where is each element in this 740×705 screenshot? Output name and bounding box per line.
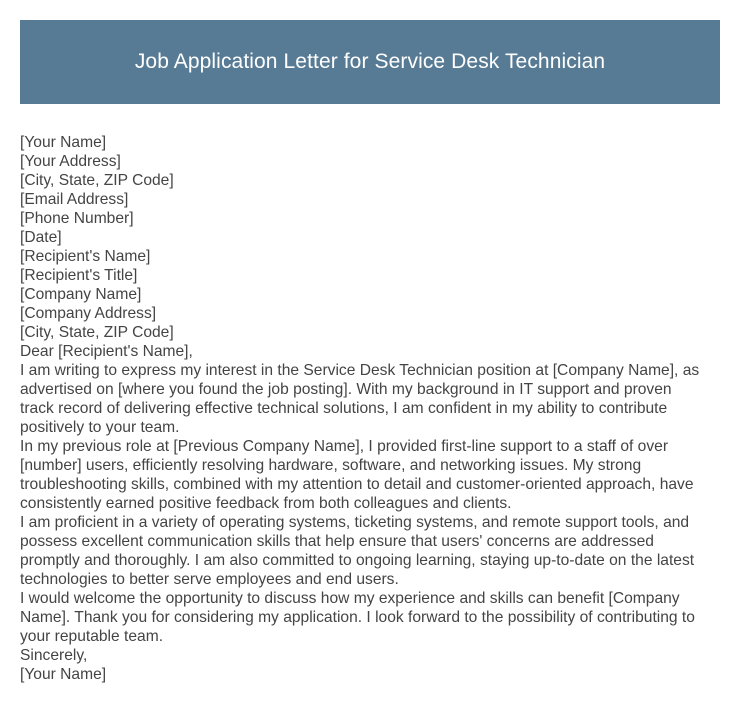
sender-name: [Your Name] <box>20 134 107 151</box>
recipient-name: [Recipient's Name] <box>20 248 151 265</box>
salutation: Dear [Recipient's Name], <box>20 343 193 360</box>
paragraph-line: I would welcome the opportunity to discuss how my experience and skills can benefit [Company <box>20 590 680 607</box>
title-banner <box>20 20 720 104</box>
recipient-city-state-zip: [City, State, ZIP Code] <box>20 324 174 341</box>
signature-name: [Your Name] <box>20 666 107 683</box>
recipient-block <box>20 247 730 342</box>
recipient-address: [Company Address] <box>20 305 157 322</box>
sender-address: [Your Address] <box>20 153 121 170</box>
recipient-title: [Recipient's Title] <box>20 267 138 284</box>
paragraph-line: promptly and thoroughly. I am also committed to ongoing learning, staying up-to-date on the latest <box>20 552 695 569</box>
sender-block <box>20 133 730 247</box>
paragraph-line: troubleshooting skills, combined with my attention to detail and customer-oriented approach, have <box>20 476 694 493</box>
paragraph-line: consistently earned positive feedback from both colleagues and clients. <box>20 495 512 512</box>
letter-body <box>20 133 730 684</box>
paragraph-experience <box>20 437 730 513</box>
paragraph-line: technologies to better serve employees and end users. <box>20 571 399 588</box>
paragraph-line: possess excellent communication skills that help ensure that users' concerns are addressed <box>20 533 654 550</box>
paragraph-line: [number] users, efficiently resolving hardware, software, and networking issues. My strong <box>20 457 642 474</box>
paragraph-line: I am writing to express my interest in the Service Desk Technician position at [Company Name], as <box>20 362 700 379</box>
paragraph-line: advertised on [where you found the job posting]. With my background in IT support and proven <box>20 381 672 398</box>
page-title: Job Application Letter for Service Desk Technician <box>134 50 606 73</box>
paragraph-line: track record of delivering effective technical solutions, I am confident in my ability to contribute <box>20 400 668 417</box>
paragraph-line: Name]. Thank you for considering my application. I look forward to the possibility of contributing to <box>20 609 695 626</box>
sender-phone: [Phone Number] <box>20 210 134 227</box>
complimentary-close: Sincerely, <box>20 647 88 664</box>
paragraph-skills <box>20 513 730 589</box>
paragraph-line: your reputable team. <box>20 628 164 645</box>
sender-email: [Email Address] <box>20 191 129 208</box>
paragraph-intro <box>20 361 730 437</box>
paragraph-closing <box>20 589 730 646</box>
recipient-company: [Company Name] <box>20 286 142 303</box>
paragraph-line: positively to your team. <box>20 419 180 436</box>
paragraph-line: In my previous role at [Previous Company Name], I provided first-line support to a staff of over <box>20 438 669 455</box>
paragraph-line: I am proficient in a variety of operating systems, ticketing systems, and remote support tools, and <box>20 514 690 531</box>
sender-city-state-zip: [City, State, ZIP Code] <box>20 172 174 189</box>
letter-date: [Date] <box>20 229 62 246</box>
